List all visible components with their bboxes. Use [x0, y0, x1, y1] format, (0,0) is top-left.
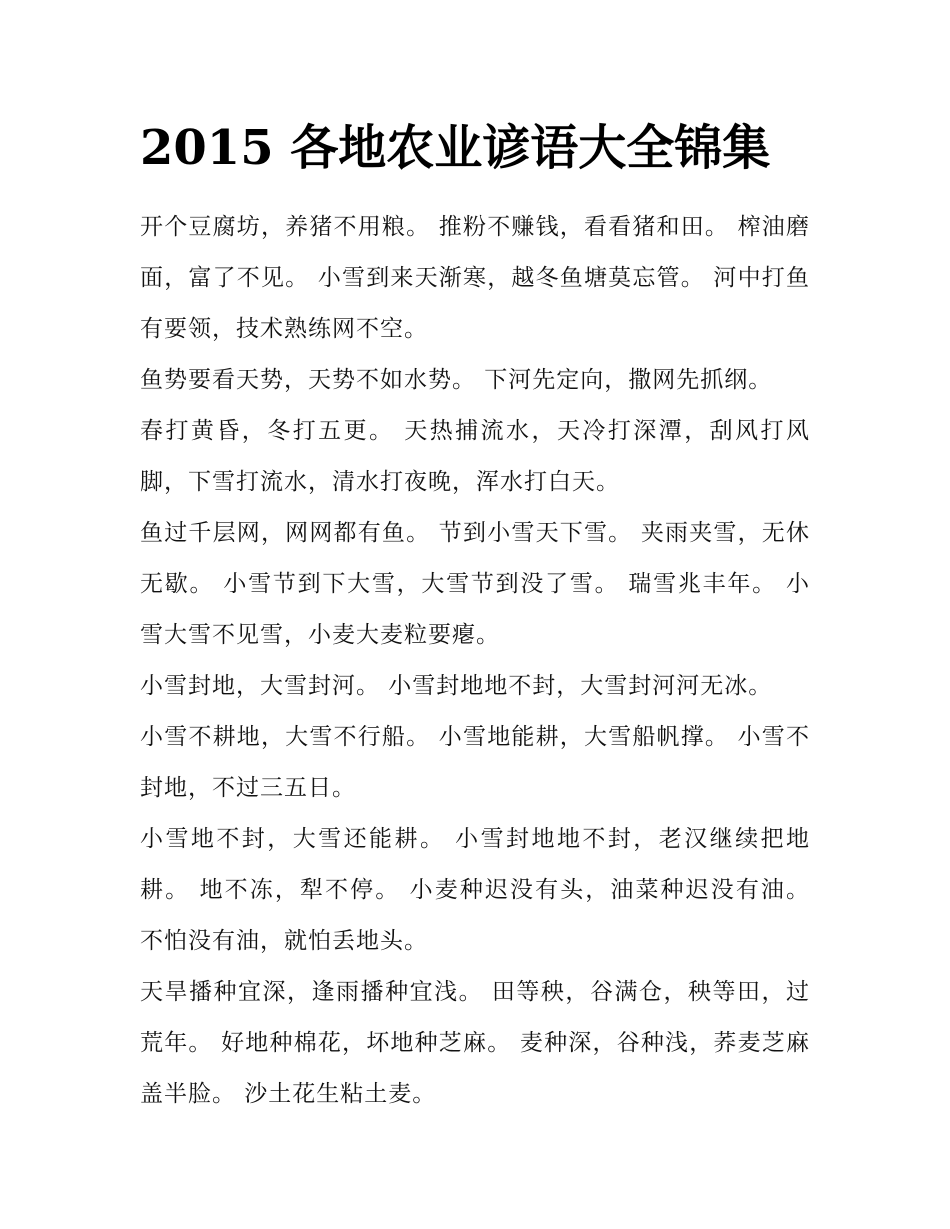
paragraph: 小雪不耕地，大雪不行船。 小雪地能耕，大雪船帆撑。 小雪不封地，不过三五日。	[140, 724, 810, 801]
paragraph: 小雪封地，大雪封河。 小雪封地地不封，大雪封河河无冰。	[140, 673, 773, 699]
paragraph: 天旱播种宜深，逢雨播种宜浅。 田等秧，谷满仓，秧等田，过荒年。 好地种棉花，坏地种芝麻。 麦种深，谷种浅，荞麦芝麻盖半脸。 沙土花生粘土麦。	[140, 979, 810, 1107]
paragraph: 开个豆腐坊，养猪不用粮。 推粉不赚钱，看看猪和田。 榨油磨面，富了不见。 小雪到来天渐寒，越冬鱼塘莫忘管。 河中打鱼有要领，技术熟练网不空。	[140, 214, 810, 342]
document-title: 2015 各地农业谚语大全锦集	[140, 120, 771, 176]
paragraph: 鱼过千层网，网网都有鱼。 节到小雪天下雪。 夹雨夹雪，无休无歇。 小雪节到下大雪，大雪节到没了雪。 瑞雪兆丰年。 小雪大雪不见雪，小麦大麦粒要瘪。	[140, 520, 810, 648]
paragraph: 小雪地不封，大雪还能耕。 小雪封地地不封，老汉继续把地耕。 地不冻，犁不停。 小麦种迟没有头，油菜种迟没有油。 不怕没有油，就怕丢地头。	[140, 826, 810, 954]
document-page	[140, 112, 810, 1120]
paragraph: 鱼势要看天势，天势不如水势。 下河先定向，撒网先抓纲。	[140, 367, 773, 393]
document-body	[140, 202, 810, 1120]
paragraph: 春打黄昏，冬打五更。 天热捕流水，天冷打深潭，刮风打风脚，下雪打流水，清水打夜晚，浑水打白天。	[140, 418, 810, 495]
